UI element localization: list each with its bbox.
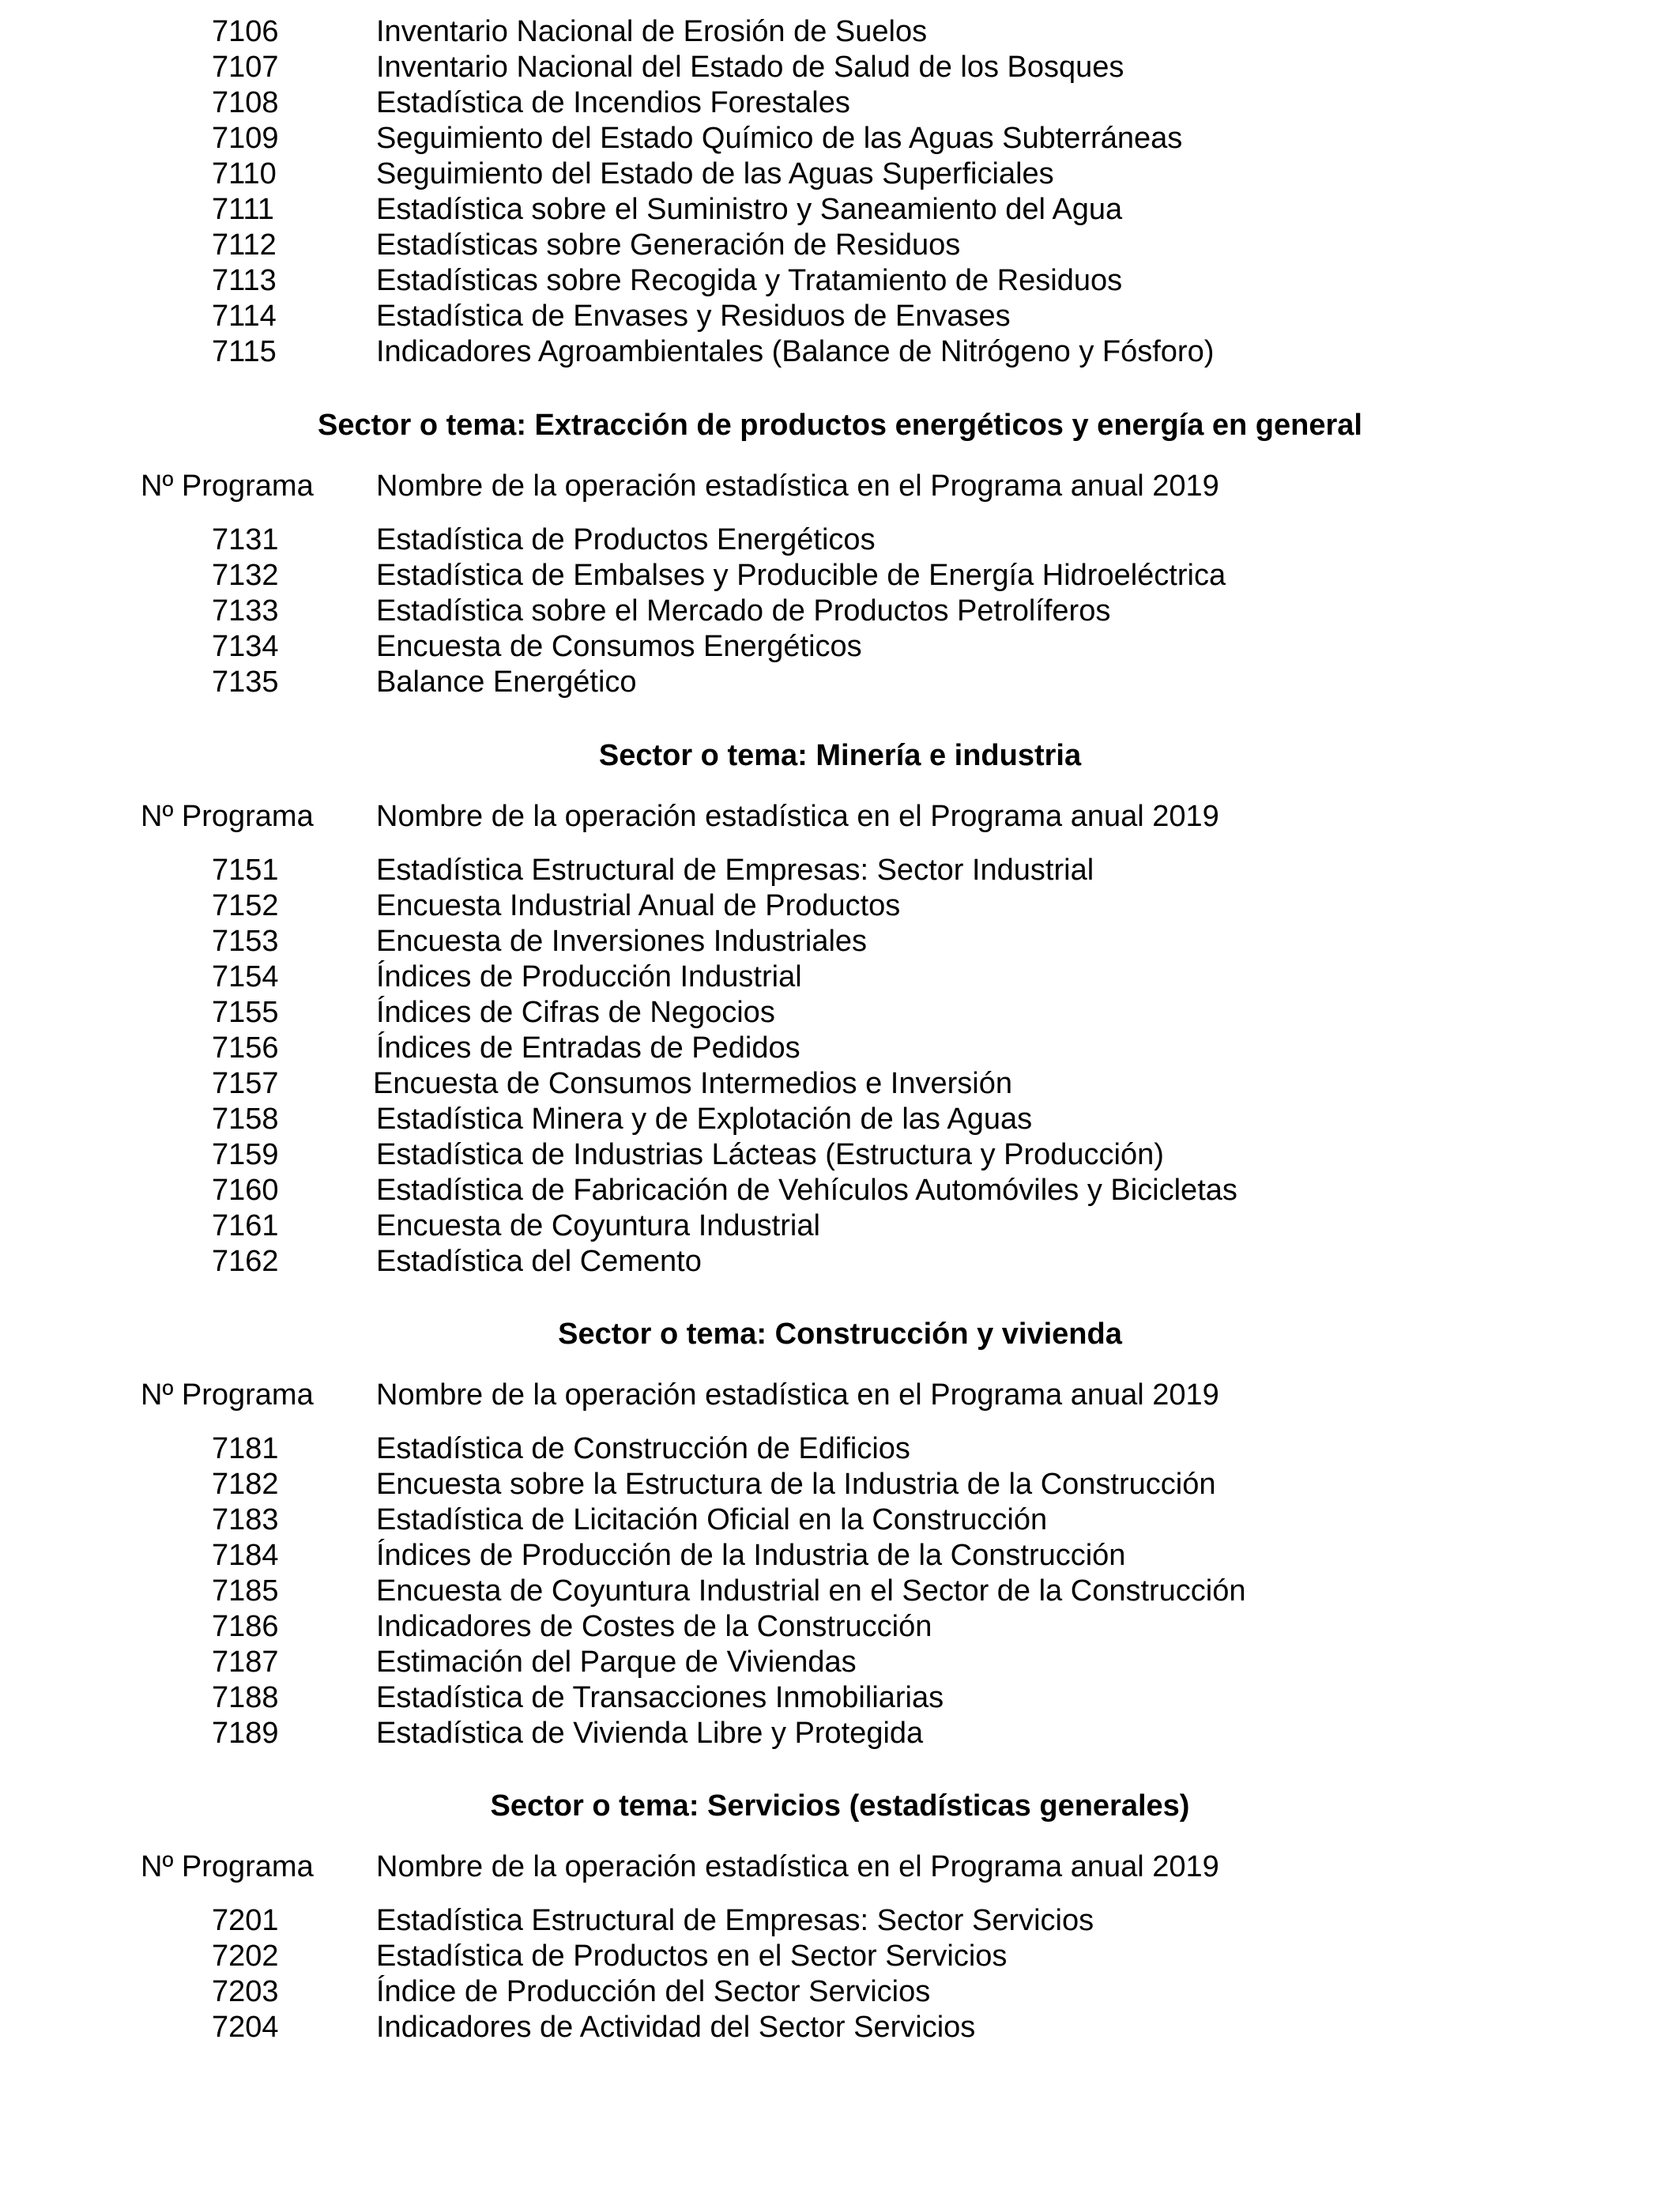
table-row (0, 1431, 1680, 1467)
operation-name: Encuesta de Consumos Intermedios e Inversión (373, 1067, 1012, 1100)
program-number: 7109 (212, 122, 279, 155)
operation-name: Estadística sobre el Suministro y Saneamiento del Agua (376, 193, 1123, 226)
operation-name: Índice de Producción del Sector Servicios (376, 1975, 931, 2008)
table-row (0, 227, 1680, 263)
operation-name: Encuesta Industrial Anual de Productos (376, 889, 901, 922)
column-header-number: Nº Programa (141, 1850, 314, 1883)
program-number: 7186 (212, 1610, 279, 1643)
program-number: 7154 (212, 960, 279, 993)
table-row (0, 1679, 1680, 1716)
operation-name: Estadística de Productos en el Sector Servicios (376, 1940, 1008, 1973)
table-row (0, 1573, 1680, 1609)
table-row (0, 628, 1680, 665)
operation-name: Seguimiento del Estado Químico de las Aguas Subterráneas (376, 122, 1183, 155)
program-number: 7160 (212, 1174, 279, 1207)
operation-name: Encuesta de Consumos Energéticos (376, 630, 862, 663)
program-number: 7182 (212, 1468, 279, 1501)
operation-name: Estadística de Transacciones Inmobiliarias (376, 1681, 944, 1714)
program-number: 7134 (212, 630, 279, 663)
table-row (0, 262, 1680, 299)
table-row (0, 1902, 1680, 1939)
column-header-number: Nº Programa (141, 1378, 314, 1412)
table-header (0, 798, 1680, 835)
program-number: 7159 (212, 1138, 279, 1171)
operation-name: Encuesta de Inversiones Industriales (376, 925, 868, 958)
operation-name: Estadística de Licitación Oficial en la Construcción (376, 1503, 1048, 1536)
table-header (0, 1849, 1680, 1885)
table-row (0, 1065, 1680, 1102)
table-row (0, 1030, 1680, 1066)
operation-name: Indicadores de Actividad del Sector Servicios (376, 2011, 976, 2044)
program-number: 7188 (212, 1681, 279, 1714)
table-row (0, 298, 1680, 334)
operation-name: Estadística de Productos Energéticos (376, 523, 876, 556)
operation-name: Estadística de Embalses y Producible de Energía Hidroeléctrica (376, 559, 1226, 592)
operation-name: Índices de Producción de la Industria de la Construcción (376, 1539, 1126, 1572)
table-header (0, 468, 1680, 504)
table-row (0, 852, 1680, 888)
table-row (0, 191, 1680, 228)
operation-name: Estadística Estructural de Empresas: Sector Servicios (376, 1904, 1094, 1937)
program-number: 7204 (212, 2011, 279, 2044)
table-row (0, 49, 1680, 85)
program-number: 7156 (212, 1031, 279, 1065)
operation-name: Índices de Producción Industrial (376, 960, 802, 993)
operation-name: Encuesta de Coyuntura Industrial en el Sector de la Construcción (376, 1574, 1246, 1608)
program-number: 7189 (212, 1717, 279, 1750)
operation-name: Estadística de Industrias Lácteas (Estructura y Producción) (376, 1138, 1164, 1171)
program-number: 7151 (212, 854, 279, 887)
program-number: 7108 (212, 86, 279, 119)
program-number: 7203 (212, 1975, 279, 2008)
operation-name: Estadística de Vivienda Libre y Protegida (376, 1717, 924, 1750)
table-row (0, 120, 1680, 156)
table-row (0, 1208, 1680, 1244)
table-row (0, 1172, 1680, 1208)
program-number: 7106 (212, 15, 279, 48)
table-row (0, 156, 1680, 192)
section-title: Sector o tema: Extracción de productos energéticos y energía en general (318, 409, 1362, 442)
program-number: 7112 (212, 228, 277, 262)
operation-name: Inventario Nacional del Estado de Salud de los Bosques (376, 51, 1124, 84)
operation-name: Estadística de Incendios Forestales (376, 86, 850, 119)
table-header (0, 1377, 1680, 1413)
table-row (0, 557, 1680, 594)
column-header-name: Nombre de la operación estadística en el Programa anual 2019 (376, 1378, 1219, 1412)
table-row (0, 994, 1680, 1031)
table-row (0, 1137, 1680, 1173)
table-row (0, 522, 1680, 558)
program-number: 7181 (212, 1432, 279, 1465)
table-row (0, 334, 1680, 370)
section-title: Sector o tema: Minería e industria (598, 739, 1082, 772)
program-number: 7155 (212, 996, 279, 1029)
program-number: 7201 (212, 1904, 279, 1937)
operation-name: Inventario Nacional de Erosión de Suelos (376, 15, 928, 48)
operation-name: Indicadores de Costes de la Construcción (376, 1610, 932, 1643)
operation-name: Estadística sobre el Mercado de Productos Petrolíferos (376, 594, 1111, 628)
operation-name: Estadísticas sobre Recogida y Tratamiento de Residuos (376, 264, 1123, 297)
table-row (0, 888, 1680, 924)
column-header-name: Nombre de la operación estadística en el Programa anual 2019 (376, 469, 1219, 503)
table-row (0, 13, 1680, 50)
operation-name: Encuesta sobre la Estructura de la Industria de la Construcción (376, 1468, 1216, 1501)
table-row (0, 1243, 1680, 1280)
operation-name: Estadística Minera y de Explotación de las Aguas (376, 1103, 1033, 1136)
column-header-number: Nº Programa (141, 469, 314, 503)
program-number: 7115 (212, 335, 277, 368)
program-number: 7153 (212, 925, 279, 958)
program-number: 7114 (212, 300, 277, 333)
table-row (0, 1938, 1680, 1974)
section-title: Sector o tema: Construcción y vivienda (558, 1318, 1122, 1351)
program-number: 7187 (212, 1646, 279, 1679)
section-title: Sector o tema: Servicios (estadísticas generales) (490, 1789, 1190, 1823)
operation-name: Estadística de Fabricación de Vehículos Automóviles y Bicicletas (376, 1174, 1237, 1207)
program-number: 7111 (212, 193, 274, 226)
operation-name: Estadística del Cemento (376, 1245, 702, 1278)
operation-name: Estadística Estructural de Empresas: Sector Industrial (376, 854, 1094, 887)
program-number: 7161 (212, 1209, 279, 1242)
table-row (0, 593, 1680, 629)
table-row (0, 85, 1680, 121)
table-row (0, 1715, 1680, 1751)
operation-name: Balance Energético (376, 665, 637, 699)
table-row (0, 1644, 1680, 1680)
operation-name: Estadística de Construcción de Edificios (376, 1432, 910, 1465)
table-row (0, 1608, 1680, 1645)
table-row (0, 1101, 1680, 1137)
operation-name: Índices de Cifras de Negocios (376, 996, 775, 1029)
table-row (0, 959, 1680, 995)
program-number: 7152 (212, 889, 279, 922)
operation-name: Estadísticas sobre Generación de Residuos (376, 228, 961, 262)
column-header-name: Nombre de la operación estadística en el Programa anual 2019 (376, 800, 1219, 833)
table-row (0, 1973, 1680, 2010)
program-number: 7132 (212, 559, 279, 592)
program-number: 7135 (212, 665, 279, 699)
program-number: 7183 (212, 1503, 279, 1536)
program-number: 7107 (212, 51, 279, 84)
operation-name: Indicadores Agroambientales (Balance de Nitrógeno y Fósforo) (376, 335, 1215, 368)
table-row (0, 923, 1680, 959)
operation-name: Estadística de Envases y Residuos de Envases (376, 300, 1011, 333)
table-row (0, 2009, 1680, 2045)
table-row (0, 664, 1680, 700)
table-row (0, 1537, 1680, 1574)
operation-name: Estimación del Parque de Viviendas (376, 1646, 857, 1679)
operation-name: Encuesta de Coyuntura Industrial (376, 1209, 820, 1242)
table-row (0, 1502, 1680, 1538)
program-number: 7185 (212, 1574, 279, 1608)
program-number: 7157 (212, 1067, 279, 1100)
program-number: 7133 (212, 594, 279, 628)
program-number: 7113 (212, 264, 277, 297)
program-number: 7202 (212, 1940, 279, 1973)
program-number: 7158 (212, 1103, 279, 1136)
column-header-number: Nº Programa (141, 800, 314, 833)
table-row (0, 1466, 1680, 1502)
operation-name: Seguimiento del Estado de las Aguas Superficiales (376, 157, 1054, 190)
program-number: 7110 (212, 157, 277, 190)
program-number: 7162 (212, 1245, 279, 1278)
program-number: 7131 (212, 523, 279, 556)
program-number: 7184 (212, 1539, 279, 1572)
operation-name: Índices de Entradas de Pedidos (376, 1031, 800, 1065)
column-header-name: Nombre de la operación estadística en el Programa anual 2019 (376, 1850, 1219, 1883)
